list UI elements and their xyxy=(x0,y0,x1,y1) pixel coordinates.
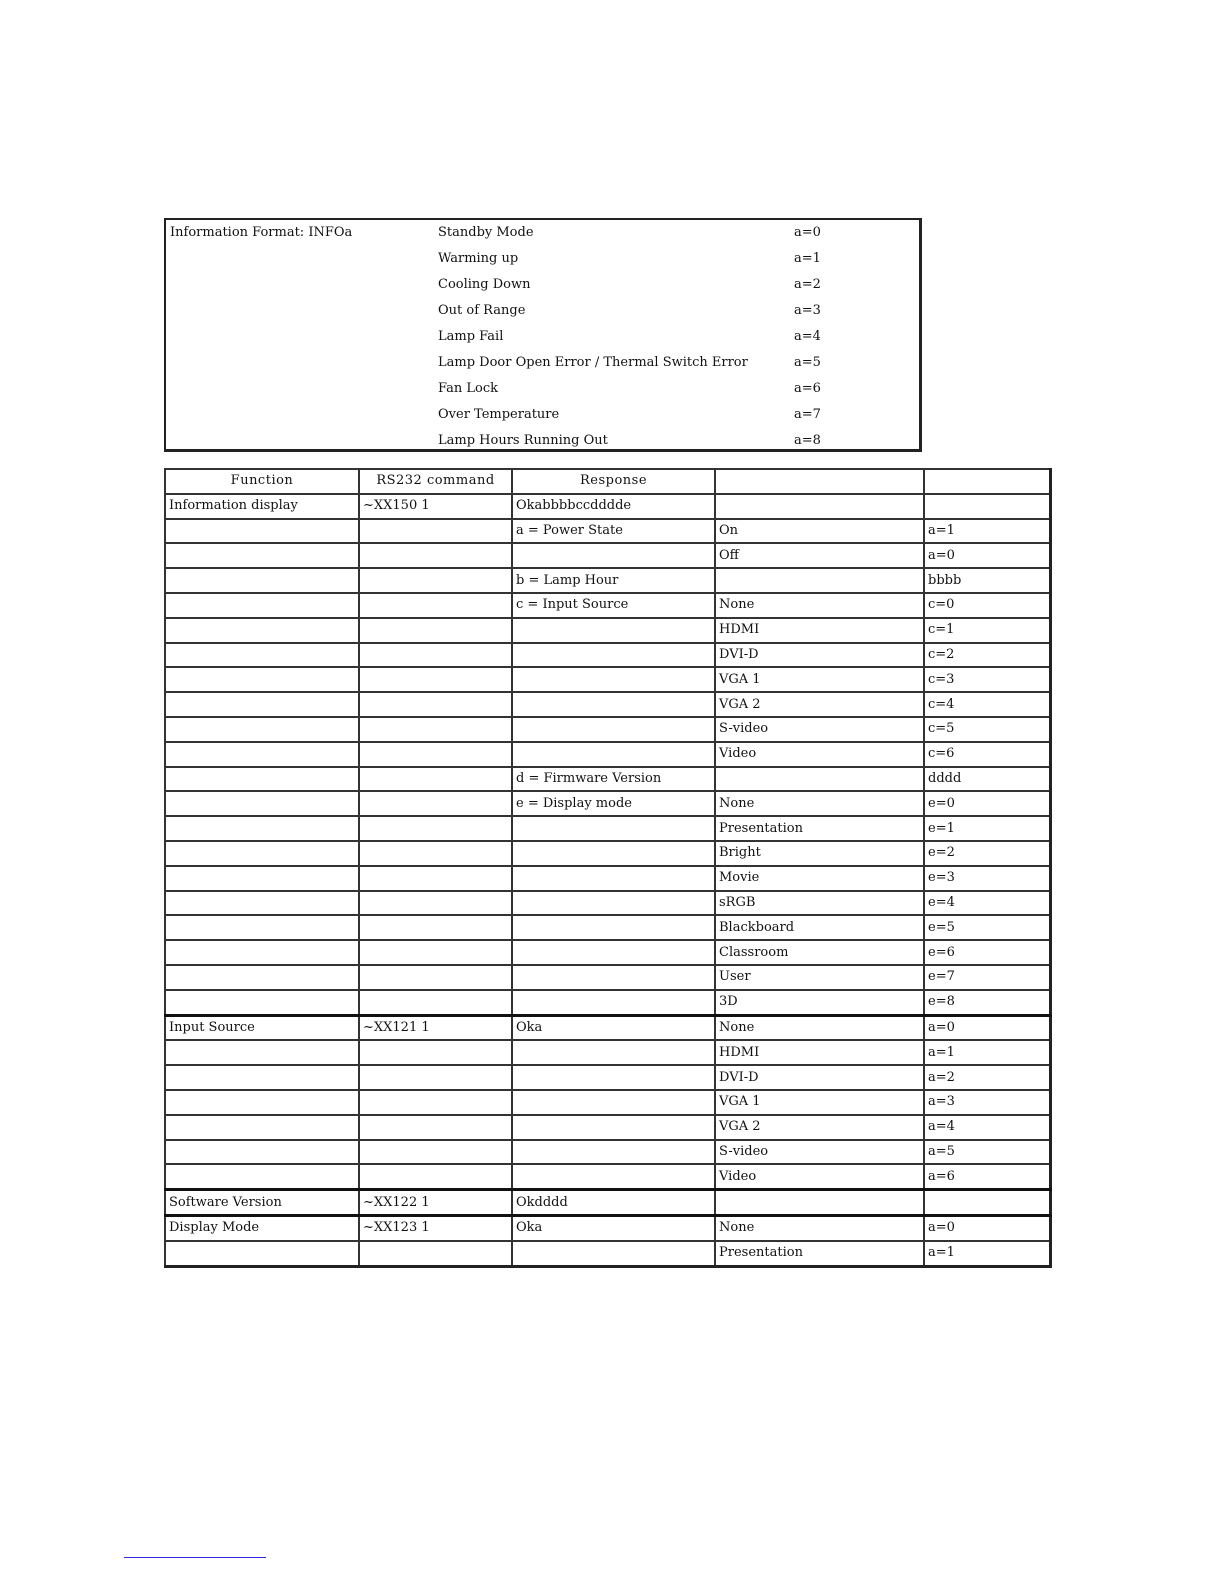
function-cell xyxy=(165,891,359,916)
command-cell: ~XX123 1 xyxy=(359,1215,512,1240)
command-cell xyxy=(359,1040,512,1065)
value-cell: a=5 xyxy=(924,1140,1050,1165)
response-cell: d = Firmware Version xyxy=(512,767,715,792)
command-cell xyxy=(359,791,512,816)
status-code: a=2 xyxy=(794,277,821,292)
option-cell: Movie xyxy=(715,866,924,891)
command-cell xyxy=(359,866,512,891)
value-cell: c=6 xyxy=(924,742,1050,767)
response-cell: e = Display mode xyxy=(512,791,715,816)
command-cell xyxy=(359,1164,512,1189)
table-row xyxy=(165,965,1050,990)
table-row xyxy=(165,1164,1050,1189)
table-row xyxy=(165,866,1050,891)
header-value xyxy=(924,469,1050,494)
table-row xyxy=(165,593,1050,618)
response-cell xyxy=(512,965,715,990)
function-cell: Information display xyxy=(165,494,359,519)
header-option xyxy=(715,469,924,494)
status-row xyxy=(166,277,919,303)
command-cell xyxy=(359,990,512,1015)
function-cell xyxy=(165,1115,359,1140)
function-cell xyxy=(165,519,359,544)
value-cell: e=7 xyxy=(924,965,1050,990)
value-cell: e=2 xyxy=(924,841,1050,866)
table-row xyxy=(165,915,1050,940)
response-cell xyxy=(512,717,715,742)
value-cell xyxy=(924,494,1050,519)
function-cell: Display Mode xyxy=(165,1215,359,1240)
option-cell: Presentation xyxy=(715,816,924,841)
function-cell xyxy=(165,692,359,717)
status-code: a=4 xyxy=(794,329,821,344)
status-label: Lamp Hours Running Out xyxy=(438,433,608,448)
option-cell: Bright xyxy=(715,841,924,866)
value-cell: e=4 xyxy=(924,891,1050,916)
value-cell: c=0 xyxy=(924,593,1050,618)
response-cell: c = Input Source xyxy=(512,593,715,618)
value-cell: e=8 xyxy=(924,990,1050,1015)
option-cell: HDMI xyxy=(715,1040,924,1065)
function-cell xyxy=(165,568,359,593)
command-cell xyxy=(359,543,512,568)
table-row xyxy=(165,1140,1050,1165)
function-cell xyxy=(165,717,359,742)
value-cell: a=1 xyxy=(924,1241,1050,1266)
command-cell xyxy=(359,742,512,767)
function-cell xyxy=(165,593,359,618)
response-cell xyxy=(512,618,715,643)
table-row xyxy=(165,618,1050,643)
function-cell xyxy=(165,643,359,668)
table-row xyxy=(165,692,1050,717)
response-cell xyxy=(512,742,715,767)
status-code: a=1 xyxy=(794,251,821,266)
status-code: a=7 xyxy=(794,407,821,422)
status-label: Lamp Door Open Error / Thermal Switch Error xyxy=(438,355,748,370)
command-cell xyxy=(359,568,512,593)
status-code: a=8 xyxy=(794,433,821,448)
option-cell: S-video xyxy=(715,717,924,742)
status-code: a=3 xyxy=(794,303,821,318)
function-cell xyxy=(165,543,359,568)
option-cell: User xyxy=(715,965,924,990)
status-code: a=0 xyxy=(794,225,821,240)
function-cell xyxy=(165,965,359,990)
value-cell: a=0 xyxy=(924,1215,1050,1240)
status-row xyxy=(166,303,919,329)
table-body xyxy=(165,494,1050,1266)
header-response: Response xyxy=(512,469,715,494)
table-row xyxy=(165,1241,1050,1266)
status-row xyxy=(166,407,919,433)
status-label: Standby Mode xyxy=(438,225,534,240)
table-row xyxy=(165,1090,1050,1115)
option-cell: 3D xyxy=(715,990,924,1015)
option-cell: None xyxy=(715,593,924,618)
option-cell: HDMI xyxy=(715,618,924,643)
header-function: Function xyxy=(165,469,359,494)
response-cell xyxy=(512,543,715,568)
function-cell xyxy=(165,667,359,692)
option-cell xyxy=(715,494,924,519)
value-cell: a=4 xyxy=(924,1115,1050,1140)
response-cell xyxy=(512,990,715,1015)
response-cell xyxy=(512,841,715,866)
option-cell: None xyxy=(715,1015,924,1040)
response-cell xyxy=(512,1115,715,1140)
information-format-label: Information Format: INFOa xyxy=(170,225,353,240)
table-row xyxy=(165,990,1050,1015)
table-row xyxy=(165,1215,1050,1240)
value-cell: e=5 xyxy=(924,915,1050,940)
status-row xyxy=(166,355,919,381)
value-cell: a=6 xyxy=(924,1164,1050,1189)
response-cell xyxy=(512,915,715,940)
table-row xyxy=(165,717,1050,742)
value-cell: bbbb xyxy=(924,568,1050,593)
option-cell: VGA 1 xyxy=(715,667,924,692)
table-row xyxy=(165,568,1050,593)
value-cell: e=1 xyxy=(924,816,1050,841)
table-row xyxy=(165,1065,1050,1090)
table-row xyxy=(165,1190,1050,1216)
option-cell: None xyxy=(715,1215,924,1240)
command-cell xyxy=(359,717,512,742)
status-label: Warming up xyxy=(438,251,519,266)
option-cell: VGA 2 xyxy=(715,1115,924,1140)
value-cell: dddd xyxy=(924,767,1050,792)
function-cell xyxy=(165,742,359,767)
value-cell: a=2 xyxy=(924,1065,1050,1090)
response-cell xyxy=(512,1065,715,1090)
table-row xyxy=(165,1015,1050,1040)
status-row xyxy=(166,433,919,459)
status-code: a=5 xyxy=(794,355,821,370)
response-cell xyxy=(512,1140,715,1165)
status-row xyxy=(166,225,919,251)
table-row xyxy=(165,643,1050,668)
function-cell xyxy=(165,1140,359,1165)
status-row xyxy=(166,251,919,277)
function-cell xyxy=(165,791,359,816)
command-cell xyxy=(359,519,512,544)
function-cell xyxy=(165,915,359,940)
response-cell: Oka xyxy=(512,1215,715,1240)
status-label: Fan Lock xyxy=(438,381,499,396)
option-cell: Blackboard xyxy=(715,915,924,940)
function-cell xyxy=(165,767,359,792)
response-cell xyxy=(512,1164,715,1189)
response-cell xyxy=(512,866,715,891)
option-cell: VGA 2 xyxy=(715,692,924,717)
response-cell xyxy=(512,1040,715,1065)
function-cell xyxy=(165,1090,359,1115)
table-row xyxy=(165,816,1050,841)
value-cell: c=3 xyxy=(924,667,1050,692)
response-cell xyxy=(512,643,715,668)
command-cell xyxy=(359,667,512,692)
function-cell xyxy=(165,990,359,1015)
command-cell xyxy=(359,767,512,792)
table-row xyxy=(165,940,1050,965)
table-header-row xyxy=(165,469,1050,494)
command-cell xyxy=(359,940,512,965)
response-cell: Okdddd xyxy=(512,1190,715,1216)
value-cell: e=6 xyxy=(924,940,1050,965)
table-row xyxy=(165,841,1050,866)
function-cell xyxy=(165,866,359,891)
table-row xyxy=(165,494,1050,519)
response-cell: b = Lamp Hour xyxy=(512,568,715,593)
function-cell: Software Version xyxy=(165,1190,359,1216)
response-cell xyxy=(512,1090,715,1115)
function-cell xyxy=(165,618,359,643)
function-cell xyxy=(165,1065,359,1090)
function-cell xyxy=(165,1040,359,1065)
command-cell xyxy=(359,1065,512,1090)
status-label: Over Temperature xyxy=(438,407,560,422)
option-cell xyxy=(715,1190,924,1216)
value-cell: e=3 xyxy=(924,866,1050,891)
table-row xyxy=(165,767,1050,792)
response-cell xyxy=(512,667,715,692)
command-cell xyxy=(359,643,512,668)
value-cell: c=1 xyxy=(924,618,1050,643)
table-row xyxy=(165,1115,1050,1140)
status-code: a=6 xyxy=(794,381,821,396)
value-cell: c=4 xyxy=(924,692,1050,717)
command-cell xyxy=(359,1140,512,1165)
value-cell: c=5 xyxy=(924,717,1050,742)
command-cell xyxy=(359,841,512,866)
table-row xyxy=(165,543,1050,568)
value-cell: a=1 xyxy=(924,519,1050,544)
rs232-command-table xyxy=(164,468,1052,1268)
table-row xyxy=(165,891,1050,916)
function-cell xyxy=(165,816,359,841)
option-cell: VGA 1 xyxy=(715,1090,924,1115)
response-cell: Okabbbbccdddde xyxy=(512,494,715,519)
command-cell xyxy=(359,891,512,916)
footnote-separator xyxy=(124,1557,266,1558)
response-cell xyxy=(512,891,715,916)
table-row xyxy=(165,1040,1050,1065)
option-cell: S-video xyxy=(715,1140,924,1165)
table-row xyxy=(165,667,1050,692)
function-cell xyxy=(165,841,359,866)
command-cell xyxy=(359,816,512,841)
value-cell: a=0 xyxy=(924,1015,1050,1040)
option-cell: DVI-D xyxy=(715,643,924,668)
status-label: Cooling Down xyxy=(438,277,531,292)
command-cell: ~XX122 1 xyxy=(359,1190,512,1216)
information-format-box xyxy=(164,218,922,452)
command-cell xyxy=(359,1115,512,1140)
command-cell xyxy=(359,1090,512,1115)
function-cell xyxy=(165,1164,359,1189)
command-cell: ~XX121 1 xyxy=(359,1015,512,1040)
command-cell xyxy=(359,1241,512,1266)
function-cell xyxy=(165,940,359,965)
status-row xyxy=(166,329,919,355)
response-cell: Oka xyxy=(512,1015,715,1040)
option-cell: None xyxy=(715,791,924,816)
status-label: Out of Range xyxy=(438,303,526,318)
table-row xyxy=(165,519,1050,544)
header-rs232-command: RS232 command xyxy=(359,469,512,494)
value-cell: c=2 xyxy=(924,643,1050,668)
status-row xyxy=(166,381,919,407)
response-cell xyxy=(512,1241,715,1266)
option-cell xyxy=(715,767,924,792)
option-cell: Video xyxy=(715,1164,924,1189)
option-cell: sRGB xyxy=(715,891,924,916)
command-cell xyxy=(359,692,512,717)
function-cell xyxy=(165,1241,359,1266)
command-cell xyxy=(359,593,512,618)
command-cell xyxy=(359,618,512,643)
command-cell: ~XX150 1 xyxy=(359,494,512,519)
function-cell: Input Source xyxy=(165,1015,359,1040)
response-cell xyxy=(512,940,715,965)
command-cell xyxy=(359,965,512,990)
response-cell xyxy=(512,692,715,717)
value-cell: a=3 xyxy=(924,1090,1050,1115)
command-cell xyxy=(359,915,512,940)
value-cell: e=0 xyxy=(924,791,1050,816)
option-cell: On xyxy=(715,519,924,544)
value-cell xyxy=(924,1190,1050,1216)
option-cell: Classroom xyxy=(715,940,924,965)
response-cell: a = Power State xyxy=(512,519,715,544)
option-cell xyxy=(715,568,924,593)
status-label: Lamp Fail xyxy=(438,329,504,344)
value-cell: a=1 xyxy=(924,1040,1050,1065)
table-row xyxy=(165,791,1050,816)
option-cell: Off xyxy=(715,543,924,568)
table-row xyxy=(165,742,1050,767)
option-cell: Video xyxy=(715,742,924,767)
response-cell xyxy=(512,816,715,841)
option-cell: Presentation xyxy=(715,1241,924,1266)
option-cell: DVI-D xyxy=(715,1065,924,1090)
value-cell: a=0 xyxy=(924,543,1050,568)
